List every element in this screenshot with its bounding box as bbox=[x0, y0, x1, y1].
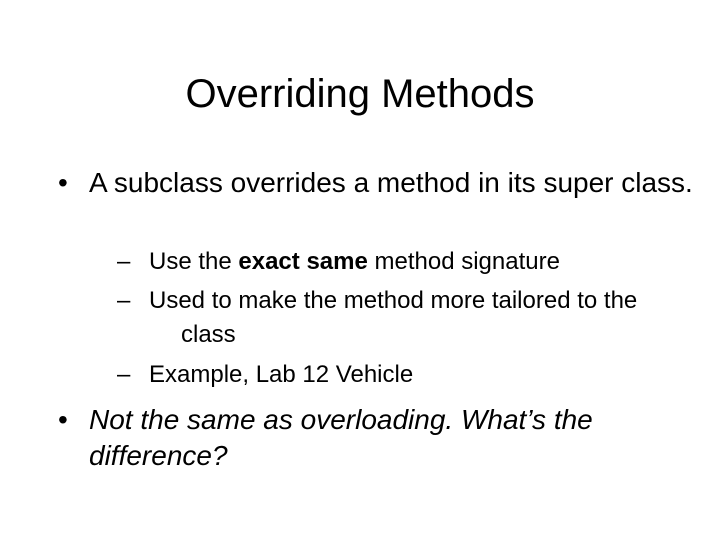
subbullet-text: Example, Lab 12 Vehicle bbox=[149, 361, 414, 388]
dash-marker: – bbox=[117, 287, 131, 314]
bullet-marker: • bbox=[58, 167, 68, 198]
bullet-item-subclass-overrides bbox=[58, 165, 698, 201]
subbullet-tailored bbox=[117, 284, 687, 352]
subbullet-example bbox=[117, 358, 687, 392]
dash-marker: – bbox=[117, 248, 131, 275]
slide-title: Overriding Methods bbox=[185, 72, 535, 116]
bullet-text: Not the same as overloading. What’s the difference? bbox=[89, 404, 593, 471]
subbullet-text: Used to make the method more tailored to the class bbox=[149, 287, 638, 348]
subbullet-text bbox=[149, 245, 687, 279]
bullet-marker: • bbox=[58, 404, 68, 435]
subbullet-exact-signature bbox=[117, 245, 687, 279]
bullet-text: A subclass overrides a method in its super class. bbox=[89, 167, 693, 198]
subbullet-text-start: Use the bbox=[149, 248, 239, 275]
subbullet-text-end: method signature bbox=[367, 248, 560, 275]
bullet-item-overloading bbox=[58, 402, 698, 474]
emphasis-exact-same: exact same bbox=[238, 248, 368, 275]
dash-marker: – bbox=[117, 361, 131, 388]
